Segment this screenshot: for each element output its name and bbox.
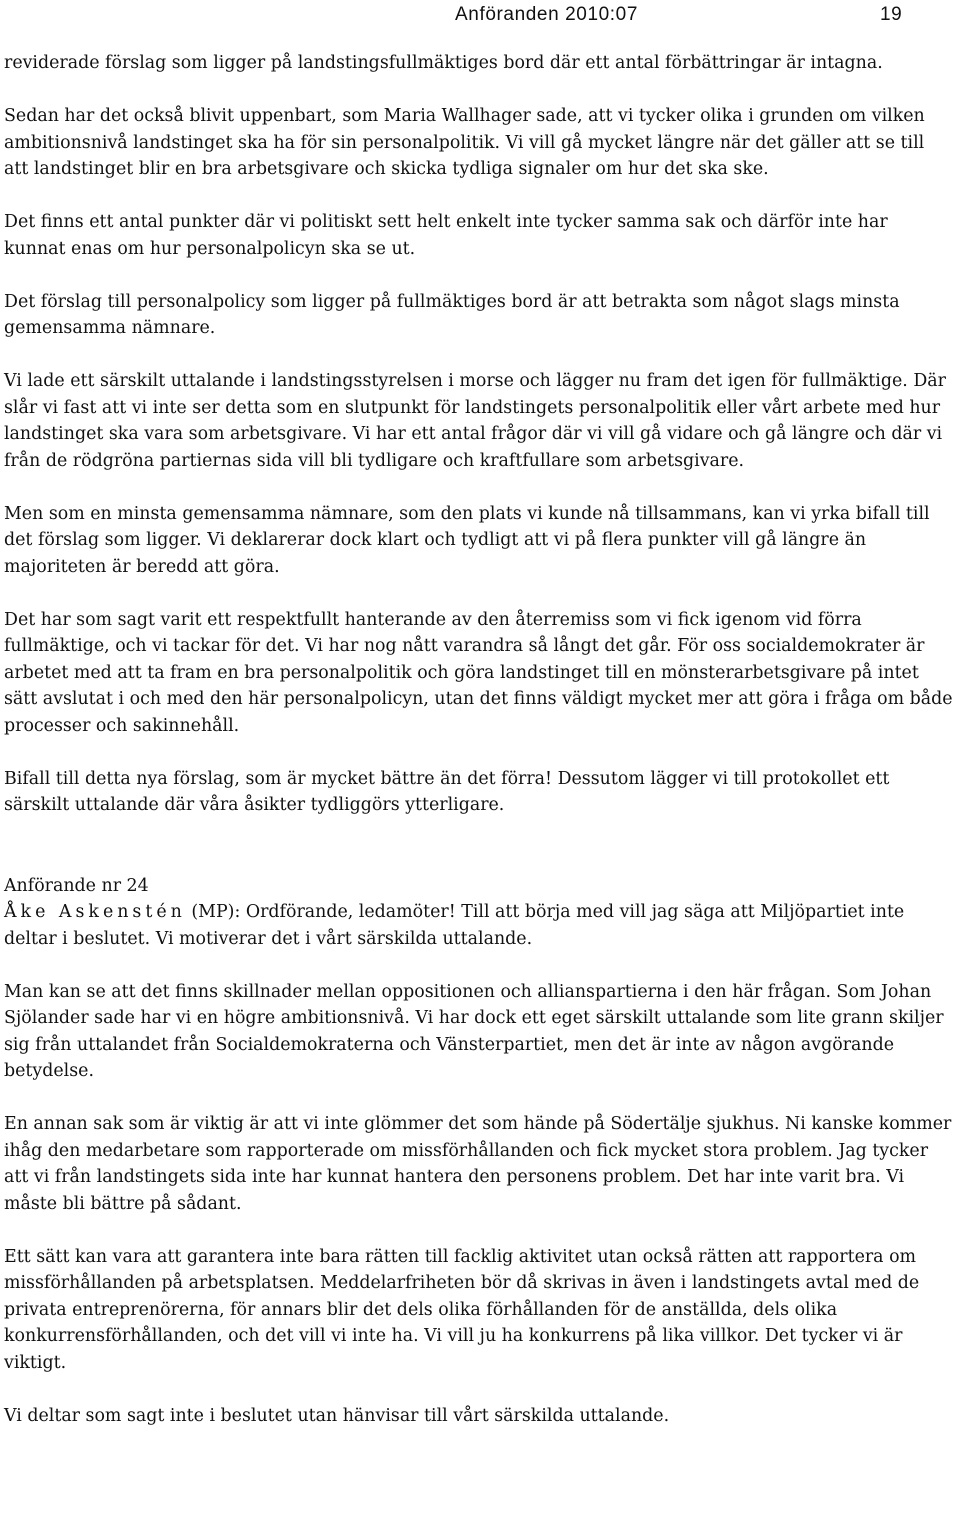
paragraph-text: Bifall till detta nya förslag, som är mycket bättre än det förra! Dessutom lägger vi till protokollet ett särskilt uttalande där våra åsikter tydliggörs ytterligare. [4,768,890,815]
paragraph-text: Det finns ett antal punkter där vi politiskt sett helt enkelt inte tycker samma sak och därför inte har kunnat enas om hur personalpolicyn ska se ut. [4,212,888,259]
paragraph-text: En annan sak som är viktig är att vi inte glömmer det som hände på Södertälje sjukhus. Ni kanske kommer ihåg den medarbetare som rapporterade om missförhållanden och fick mycket stora problem. Jag tycker att vi från landstingets sida inte har kunnat hantera den personens problem. Det har inte varit bra. Vi måste bli bättre på sådant. [4,1114,952,1214]
paragraph [4,501,954,581]
paragraph [4,979,954,1085]
page-header [0,4,960,34]
document-body [4,50,954,1429]
paragraph-text: Man kan se att det finns skillnader mellan oppositionen och allianspartierna i den här frågan. Som Johan Sjölander sade har vi en högre ambitionsnivå. Vi har dock ett eget särskilt uttalande som lite grann skiljer sig från uttalandet från Socialdemokraterna och Vänsterpartiet, men det är inte av någon avgörande betydelse. [4,981,944,1081]
paragraph [4,607,954,740]
speech-opening [4,899,954,952]
paragraph-text: Vi deltar som sagt inte i beslutet utan hänvisar till vårt särskilda uttalande. [4,1405,670,1426]
paragraph [4,50,954,77]
paragraph [4,1244,954,1377]
paragraph-text: Men som en minsta gemensamma nämnare, som den plats vi kunde nå tillsammans, kan vi yrka bifall till det förslag som ligger. Vi deklarerar dock klart och tydligt att vi på flera punkter vill gå längre än majoriteten är beredd att göra. [4,503,930,577]
document-title: Anföranden 2010:07 [455,4,639,25]
paragraph-text: Det har som sagt varit ett respektfullt hanterande av den återremiss som vi fick igenom vid förra fullmäktige, och vi tackar för det. Vi har nog nått varandra så långt det går. För oss socialdemokrater är arbetet med att ta fram en bra personalpolitik och göra landstinget till en mönsterarbetsgivare på intet sätt avslutat i och med den här personalpolicyn, utan det finns väldigt mycket mer att göra i fråga om både processer och sakinnehåll. [4,609,953,736]
paragraph [4,103,954,183]
paragraph [4,209,954,262]
paragraph [4,1111,954,1217]
paragraph-text: Vi lade ett särskilt uttalande i landstingsstyrelsen i morse och lägger nu fram det igen för fullmäktige. Där slår vi fast att vi inte ser detta som en slutpunkt för landstingets personalpolitik eller vårt arbete med hur landstinget ska vara som arbetsgivare. Vi har ett antal frågor där vi vill gå vidare och gå längre och där vi från de rödgröna partiernas sida vill bli tydligare och kraftfullare som arbetsgivare. [4,371,946,471]
paragraph [4,766,954,819]
speech-opening-text: (MP): Ordförande, ledamöter! Till att börja med vill jag säga att Miljöpartiet inte deltar i beslutet. Vi motiverar det i vårt särskilda uttalande. [4,902,905,949]
paragraph-text: Det förslag till personalpolicy som ligger på fullmäktiges bord är att betrakta som något slags minsta gemensamma nämnare. [4,291,900,338]
page-number: 19 [880,4,903,25]
speaker-name: Åke Askenstén [4,902,186,922]
paragraph-text: Ett sätt kan vara att garantera inte bara rätten till facklig aktivitet utan också rätten att rapportera om missförhållanden på arbetsplatsen. Meddelarfriheten bör då skrivas in även i landstingets avtal med de privata entreprenörerna, för annars blir det dels olika förhållanden för de anställda, dels olika konkurrensförhållanden, och det vill vi inte ha. Vi vill ju ha konkurrens på lika villkor. Det tycker vi är viktigt. [4,1246,920,1373]
speech-number: Anförande nr 24 [4,875,149,896]
paragraph [4,1403,954,1430]
paragraph-text: Sedan har det också blivit uppenbart, som Maria Wallhager sade, att vi tycker olika i grunden om vilken ambitionsnivå landstinget ska ha för sin personalpolitik. Vi vill gå mycket längre när det gäller att se till att landstinget blir en bra arbetsgivare och skicka tydliga signaler om hur det ska ske. [4,106,925,179]
paragraph [4,289,954,342]
paragraph [4,368,954,474]
paragraph-text: reviderade förslag som ligger på landstingsfullmäktiges bord där ett antal förbättringar är intagna. [4,53,883,73]
speech-intro [4,873,954,953]
